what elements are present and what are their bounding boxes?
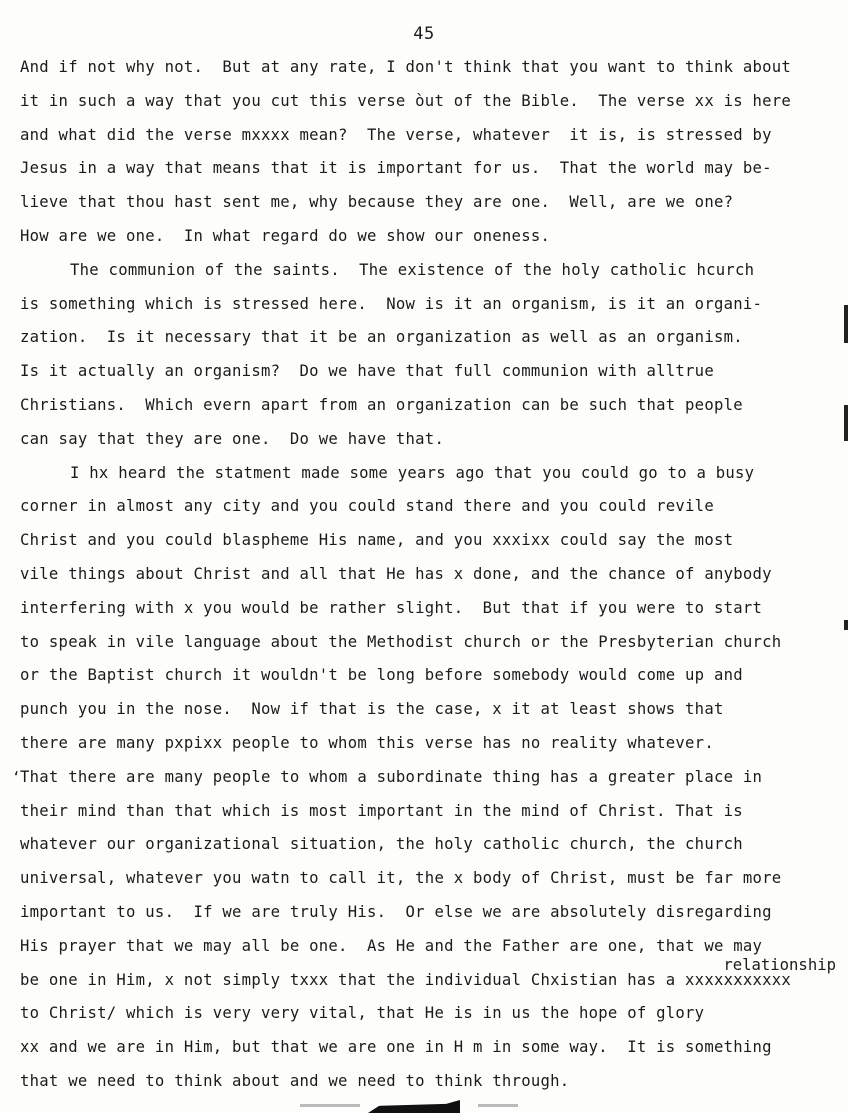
text-line: and what did the verse mxxxx mean? The verse, whatever it is, is stressed by: [20, 125, 772, 144]
margin-tick-mark: ‘: [12, 770, 21, 786]
bottom-ink-smudge: [368, 1100, 460, 1113]
right-edge-mark: [844, 620, 848, 630]
overtyped-correction: relationship: [723, 956, 836, 974]
text-line: vile things about Christ and all that He has x done, and the chance of anybody: [20, 565, 772, 583]
right-edge-mark: [844, 405, 848, 441]
text-line: important to us. If we are truly His. Or else we are absolutely disregarding: [20, 903, 772, 921]
text-line: xx and we are in Him, but that we are one in H m in some way. It is something: [20, 1038, 772, 1057]
text-line: their mind than that which is most important in the mind of Christ. That is: [20, 801, 743, 820]
text-line: universal, whatever you watn to call it, the x body of Christ, must be far more: [20, 869, 782, 888]
text-line: Christians. Which evern apart from an organization can be such that people: [20, 396, 743, 414]
text-line: interfering with x you would be rather slight. But that if you were to start: [20, 598, 763, 617]
text-line: to speak in vile language about the Methodist church or the Presbyterian church: [20, 632, 782, 651]
text-line: corner in almost any city and you could stand there and you could revile: [20, 497, 714, 516]
right-edge-mark: [844, 305, 848, 343]
text-line: And if not why not. But at any rate, I don't think that you want to think about: [20, 58, 792, 76]
text-line: The communion of the saints. The existence of the holy catholic hcurch: [70, 260, 755, 279]
text-line: lieve that thou hast sent me, why because they are one. Well, are we one?: [20, 193, 734, 212]
text-line: can say that they are one. Do we have that.: [20, 429, 445, 448]
text-line: That there are many people to whom a subordinate thing has a greater place in: [20, 767, 763, 786]
text-line: zation. Is it necessary that it be an organization as well as an organism.: [20, 328, 743, 347]
text-line: Jesus in a way that means that it is important for us. That the world may be-: [20, 159, 772, 178]
text-line: whatever our organizational situation, the holy catholic church, the church: [20, 835, 743, 854]
page-number: 45: [413, 24, 435, 44]
bottom-scan-artifact: [300, 1104, 360, 1107]
text-line: is something which is stressed here. Now is it an organism, is it an organi-: [20, 294, 763, 313]
text-line: punch you in the nose. Now if that is the case, x it at least shows that: [20, 700, 724, 719]
text-line: Is it actually an organism? Do we have that full communion with alltrue: [20, 362, 714, 381]
text-line: that we need to think about and we need to think through.: [20, 1072, 570, 1090]
text-line: His prayer that we may all be one. As He and the Father are one, that we may: [20, 936, 763, 955]
text-line: How are we one. In what regard do we show our oneness.: [20, 227, 551, 245]
text-line: there are many pxpixx people to whom this verse has no reality whatever.: [20, 734, 714, 752]
text-line: it in such a way that you cut this verse òut of the Bible. The verse xx is here: [20, 91, 792, 110]
text-line: I hx heard the statment made some years ago that you could go to a busy: [70, 463, 755, 482]
bottom-scan-artifact: [478, 1104, 518, 1107]
text-line: or the Baptist church it wouldn't be long before somebody would come up and: [20, 666, 743, 685]
text-line: be one in Him, x not simply txxx that the individual Chxistian has a xxxxxxxxxxx: [20, 970, 792, 989]
text-line: Christ and you could blaspheme His name, and you xxxixx could say the most: [20, 531, 734, 550]
text-line: to Christ/ which is very very vital, that He is in us the hope of glory: [20, 1004, 705, 1023]
